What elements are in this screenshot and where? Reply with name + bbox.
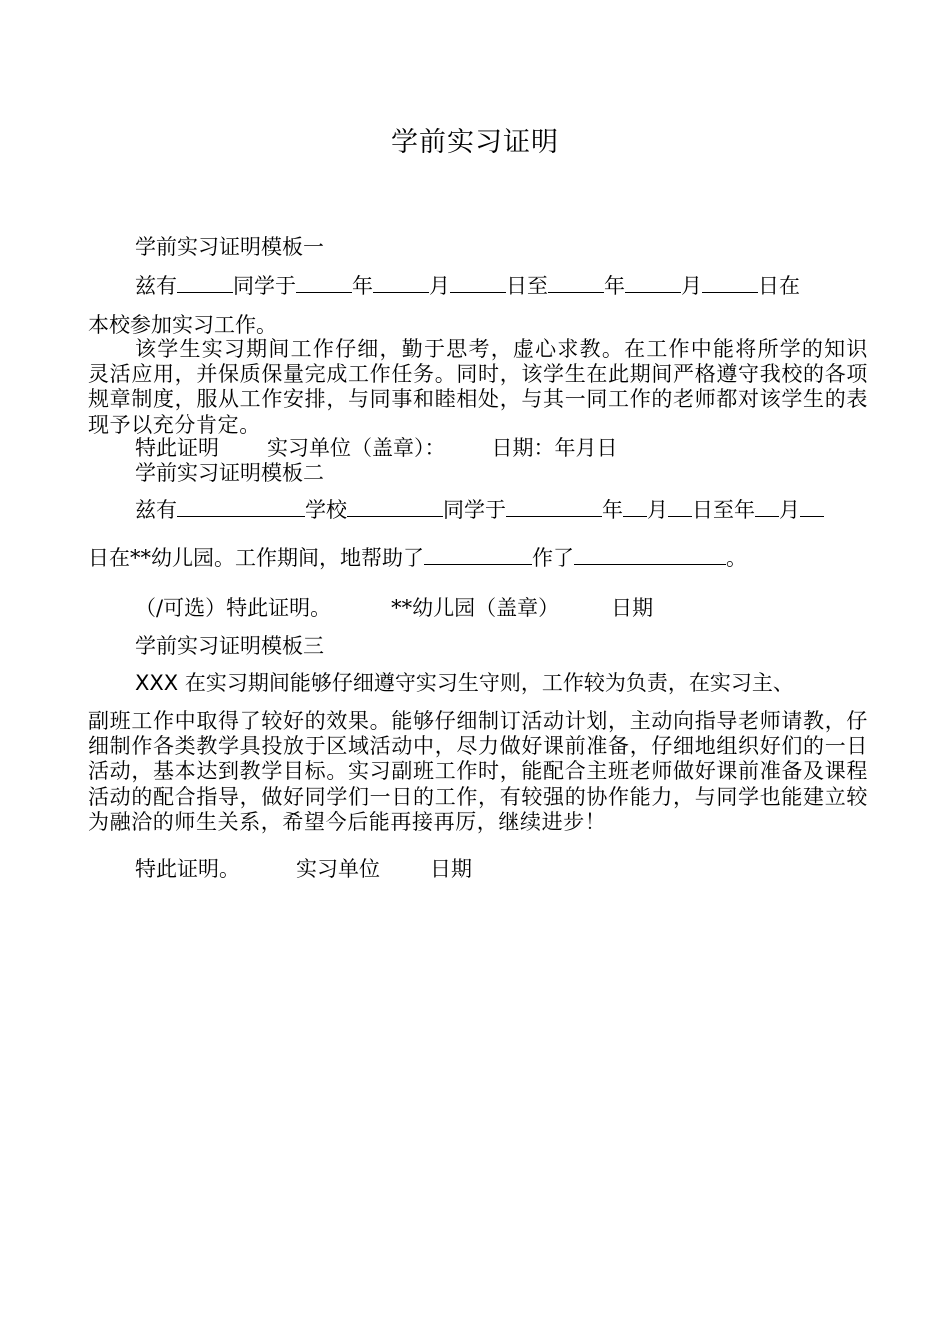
template1-line1-text: 日至 bbox=[506, 274, 548, 298]
template2-line1-text: 月 bbox=[779, 498, 800, 522]
school-blank bbox=[177, 498, 305, 517]
month-blank bbox=[755, 498, 779, 517]
name-blank bbox=[347, 498, 443, 517]
template2-line1-text: 年 bbox=[602, 498, 623, 522]
template2-line1-text: 兹有 bbox=[135, 498, 177, 522]
template3-line1-text: 在实习期间能够仔细遵守实习生守则，工作较为负责，在实习主、 bbox=[178, 671, 794, 695]
month-blank bbox=[623, 498, 647, 517]
month-blank bbox=[625, 274, 681, 293]
date-text: 日期 bbox=[430, 857, 472, 881]
template2-line2-text: 日在**幼儿园。工作期间，地帮助了 bbox=[88, 546, 424, 570]
helped-blank bbox=[424, 546, 532, 565]
template2-line2-text: 作了 bbox=[532, 546, 574, 570]
template2-line2-text: 。 bbox=[726, 546, 747, 570]
template2-line1-text: 同学于 bbox=[443, 498, 506, 522]
template3-paragraph: 副班工作中取得了较好的效果。能够仔细制订活动计划，主动向指导老师请教，仔细制作各类教学具投放于区域活动中，尽力做好课前准备，仔细地组织好们的一日活动，基本达到教学目标。实习副班工作时，能配合主班老师做好课前准备及课程活动的配合指导，做好同学们一日的工作，有较强的协作能力，与同学也能建立较为融洽的师生关系，希望今后能再接再厉，继续进步！ bbox=[88, 709, 868, 834]
unit-text: 实习单位 bbox=[296, 857, 380, 881]
template1-line1 bbox=[135, 274, 800, 299]
document-title: 学前实习证明 bbox=[391, 127, 559, 158]
date-text: 日期 bbox=[611, 596, 654, 620]
template1-line1-text: 月 bbox=[681, 274, 702, 298]
template1-line2: 本校参加实习工作。 bbox=[88, 313, 277, 337]
student-name-placeholder: XXX bbox=[135, 671, 179, 695]
template2-line1-text: 月 bbox=[647, 498, 668, 522]
certify-text: 特此证明。 bbox=[135, 857, 240, 881]
template1-signature-line bbox=[135, 436, 618, 461]
certify-text: 特此证明 bbox=[135, 436, 219, 460]
template3-heading: 学前实习证明模板三 bbox=[135, 634, 324, 658]
certify-text: （/可选）特此证明。 bbox=[135, 596, 332, 620]
template1-line1-text: 月 bbox=[429, 274, 450, 298]
year-blank bbox=[548, 274, 604, 293]
template1-line1-text: 同学于 bbox=[233, 274, 296, 298]
template1-heading: 学前实习证明模板一 bbox=[135, 235, 324, 259]
day-blank bbox=[668, 498, 692, 517]
template1-line1-text: 年 bbox=[352, 274, 373, 298]
month-blank bbox=[373, 274, 429, 293]
template2-heading: 学前实习证明模板二 bbox=[135, 461, 324, 485]
date-text: 日期：年月日 bbox=[491, 436, 618, 460]
unit-text: 实习单位（盖章）： bbox=[267, 436, 446, 460]
template3-line1 bbox=[135, 671, 794, 696]
day-blank bbox=[800, 498, 824, 517]
unit-text: **幼儿园（盖章） bbox=[391, 596, 560, 620]
work-blank bbox=[574, 546, 726, 565]
day-blank bbox=[450, 274, 506, 293]
template2-line2 bbox=[88, 546, 747, 571]
day-blank bbox=[702, 274, 758, 293]
year-blank bbox=[506, 498, 602, 517]
template1-line1-text: 兹有 bbox=[135, 274, 177, 298]
name-blank bbox=[177, 274, 233, 293]
template1-line1-text: 年 bbox=[604, 274, 625, 298]
template2-signature-line bbox=[135, 596, 653, 621]
template1-line1-text: 日在 bbox=[758, 274, 800, 298]
template1-paragraph: 该学生实习期间工作仔细，勤于思考，虚心求教。在工作中能将所学的知识灵活应用，并保质保量完成工作任务。同时，该学生在此期间严格遵守我校的各项规章制度，服从工作安排，与同事和睦相处，与其一同工作的老师都对该学生的表现予以充分肯定。 bbox=[88, 337, 868, 437]
template3-signature-line bbox=[135, 857, 472, 882]
template2-line1 bbox=[135, 498, 824, 523]
year-blank bbox=[296, 274, 352, 293]
template2-line1-text: 学校 bbox=[305, 498, 347, 522]
template2-line1-text: 日至年 bbox=[692, 498, 755, 522]
